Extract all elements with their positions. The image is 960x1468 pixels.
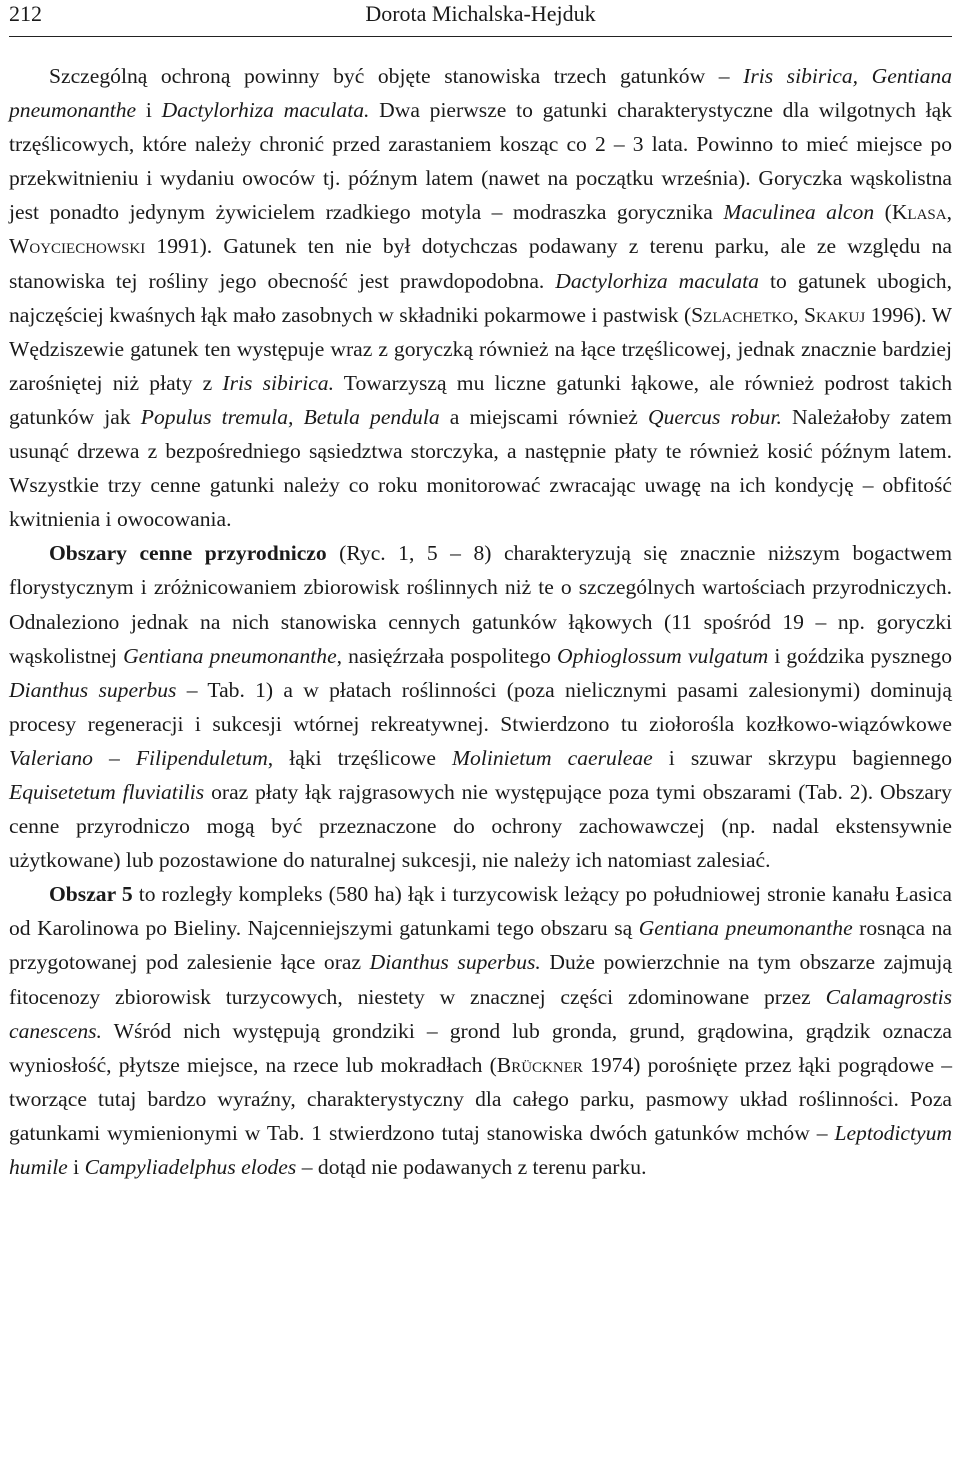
species-name: Populus tremula, Betula pendula — [140, 404, 440, 429]
paragraph-area-5 — [9, 877, 952, 1184]
species-name: Gentiana pneumonanthe — [638, 916, 853, 941]
header-rule — [9, 36, 952, 37]
citation-author: Szlachetko — [691, 302, 794, 327]
page-number: 212 — [9, 1, 42, 26]
text-run: Dwa pierwsze to gatunki charakterystyczne dla wilgotnych łąk trzęślicowych, które należy chronić przed zarastaniem kosząc co 2 – 3 lata. Powinno to mieć miejsce po przekwitnieniu i wydaniu owoców tj. późnym latem (nawet na początku września). Goryczka wąskolistna jest ponadto jedynym żywicielem rzadkiego motyla – modraszka gorycznika — [9, 98, 953, 225]
species-name: Gentiana pneumonanthe — [123, 643, 337, 668]
text-run: i goździka pysznego — [768, 643, 952, 668]
text-run: i — [67, 1155, 85, 1179]
species-name: Quercus robur. — [647, 404, 782, 429]
text-run: 1974) porośnięte przez łąki pogrądowe – tworzące tutaj bardzo wyraźny, charakterystyczny dla całego parku, pasmowy układ roślinności. Poza gatunkami wymienionymi w Tab. 1 stwierdzono tutaj stanowiska dwóch gatunków mchów – — [9, 1052, 952, 1145]
text-run: rosnąca na przygotowanej pod zalesienie łące oraz — [9, 916, 952, 975]
text-run: to rozległy kompleks (580 ha) łąk i turzycowisk leżący po południowej stronie kanału Łasica od Karolinowa po Bieliny. Najcenniejszymi gatunkami tego obszaru są — [9, 882, 952, 941]
species-name: Calamagrostis canescens. — [9, 984, 952, 1043]
section-term: Obszary cenne przyrodniczo — [49, 541, 327, 566]
citation-author: Skakuj — [804, 302, 866, 327]
text-run: (Ryc. 1, 5 – 8) charakteryzują się znacznie niższym bogactwem florystycznym i zróżnicowaniem zbiorowisk roślinnych niż te o szczególnych wartościach przyrodniczych. Odnaleziono jednak na nich stanowiska cennych gatunków łąkowych (11 spośród 19 – np. goryczki wąskolistnej — [9, 541, 952, 668]
text-run: 1991). Gatunek ten nie był dotychczas podawany z terenu parku, ale ze względu na stanowiska tej rośliny jego obecność jest prawdopodobna. — [9, 234, 952, 293]
text-run: oraz płaty łąk rajgrasowych nie występujące poza tymi obszarami (Tab. 2). Obszary cenne przyrodniczo mogą być przeznaczone do ochrony zachowawczej (np. nadal ekstensywnie użytkowane) lub pozostawione do naturalnej sukcesji, nie należy ich natomiast zalesiać. — [9, 779, 952, 873]
species-name: Maculinea alcon — [723, 200, 875, 225]
species-name: Iris sibirica. — [222, 370, 334, 395]
text-run: Wśród nich występują grondziki – grond lub gronda, grund, grądowina, grądzik oznacza wyniosłość, płytsze miejsce, na rzece lub mokradłach ( — [9, 1018, 952, 1077]
text-run: , łąki trzęślicowe — [267, 745, 453, 770]
text-run: a miejscami również — [439, 404, 648, 429]
species-name: Dianthus superbus. — [369, 950, 541, 975]
section-term: Obszar 5 — [49, 882, 133, 907]
text-run: Duże powierzchnie na tym obszarze zajmują fitocenozy zbiorowisk turzycowych, niestety w znacznej części zdominowane przez — [9, 950, 953, 1009]
text-run: , — [793, 302, 805, 327]
text-run: , nasięźrzała pospolitego — [336, 643, 557, 668]
species-name: Molinietum caeruleae — [452, 745, 653, 770]
text-run: 1996). W Wędziszewie gatunek ten występuje wraz z goryczką również na łące trzęślicowej, jednak znacznie bardziej zarośniętej niż płaty z — [9, 302, 952, 395]
citation-author: Woyciechowski — [9, 234, 146, 259]
species-name: Iris sibirica, Gentiana pneumonanthe — [9, 64, 952, 123]
text-run: Należałoby zatem usunąć drzewa z bezpośredniego sąsiedztwa storczyka, a następnie płaty te również kosić późnym latem. Wszystkie trzy cenne gatunki należy co roku monitorować zwracając uwagę na ich kondycję – obfitość kwitnienia i owocowania. — [9, 404, 952, 532]
text-run: – dotąd nie podawanych z terenu parku. — [296, 1155, 647, 1179]
species-name: Dactylorhiza maculata — [555, 268, 759, 293]
text-run: – Tab. 1) a w płatach roślinności (poza nielicznymi pasami zalesionymi) dominują procesy regeneracji i sukcesji wtórnej rekreatywnej. Stwierdzono tu ziołorośla kozłkowo-wiązówkowe — [9, 677, 952, 736]
text-run: ( — [874, 200, 892, 225]
species-name: Ophioglossum vulgatum — [557, 643, 769, 668]
citation-author: Klasa — [891, 200, 947, 225]
text-run: Szczególną ochroną powinny być objęte stanowiska trzech gatunków – — [49, 64, 744, 88]
text-run: i szuwar skrzypu bagiennego — [652, 745, 952, 770]
paragraph-valuable-areas — [9, 536, 952, 877]
species-name: Dianthus superbus — [9, 677, 177, 702]
citation-author: Brückner — [496, 1052, 583, 1077]
body-text — [9, 59, 952, 1184]
species-name: Leptodictyum humile — [9, 1120, 952, 1179]
text-run: , — [946, 200, 952, 225]
paragraph-protection — [9, 59, 952, 536]
text-run: to gatunek ubogich, najczęściej kwaśnych łąk mało zasobnych w składniki pokarmowe i pastwisk ( — [9, 268, 952, 327]
text-run: Towarzyszą mu liczne gatunki łąkowe, ale również podrost takich gatunków jak — [9, 370, 953, 429]
species-name: Equisetetum fluviatilis — [9, 779, 205, 804]
species-name: Campyliadelphus elodes — [84, 1155, 297, 1179]
species-name: Valeriano – Filipenduletum — [9, 745, 268, 770]
species-name: Dactylorhiza maculata. — [161, 98, 370, 123]
page-header — [9, 0, 952, 36]
running-head-author: Dorota Michalska-Hejduk — [365, 1, 596, 26]
text-run: i — [136, 98, 162, 123]
